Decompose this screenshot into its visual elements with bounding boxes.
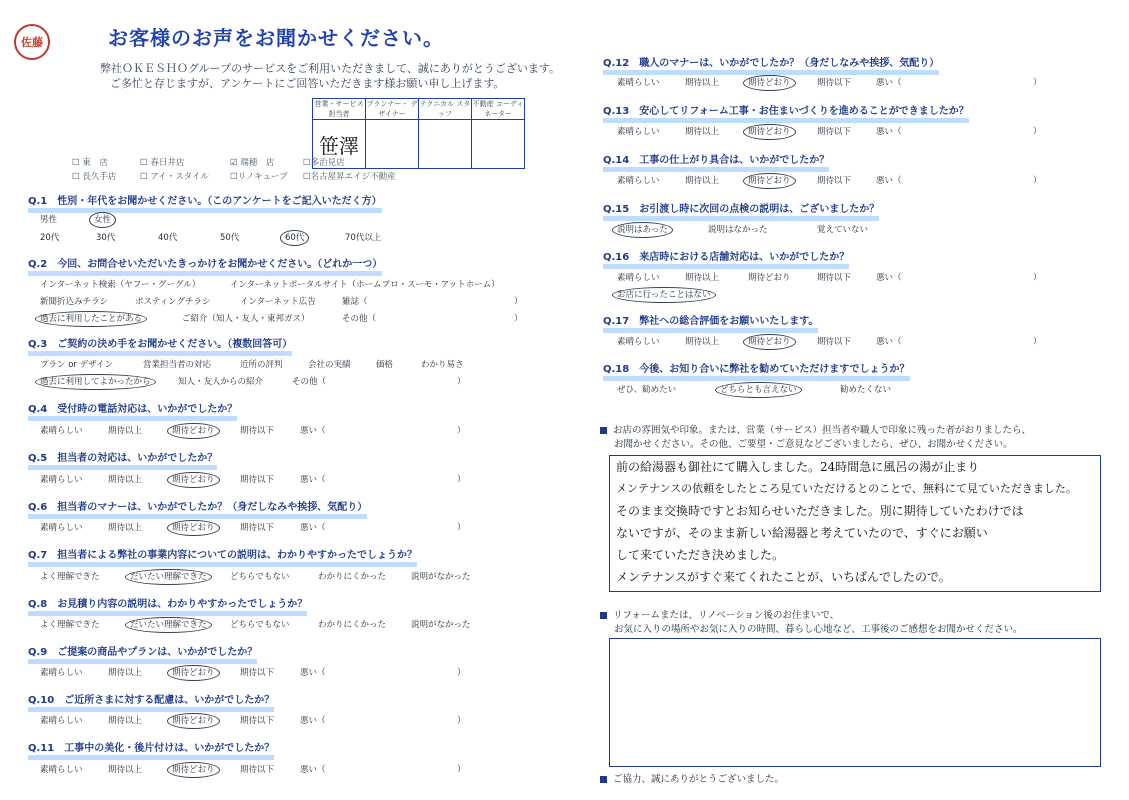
comment2-prompt-1: リフォームまたは、リノベーション後のお住まいで、 bbox=[600, 609, 839, 623]
q11-option-4[interactable]: 期待以下 bbox=[240, 765, 275, 775]
store-checkbox-8[interactable]: ☐名古屋昇エイジ不動産 bbox=[303, 172, 396, 182]
q12-option-3[interactable]: 期待どおり bbox=[748, 76, 791, 88]
comment1-prompt-1: お店の雰囲気や印象。または、営業（サービス）担当者や職人で印象に残った者がおりましたら、 bbox=[600, 424, 1031, 438]
q10-close: ） bbox=[457, 716, 466, 726]
question-18: Q.18 今後、お知り合いに弊社を勧めていただけますでしょうか？ bbox=[603, 364, 910, 381]
q1-option-20s[interactable]: 20代 bbox=[40, 233, 60, 243]
question-15: Q.15 お引渡し時に次回の点検の説明は、ございましたか？ bbox=[603, 204, 879, 221]
q16-close: ） bbox=[1033, 273, 1042, 283]
staff-header-sales: 営業・サービス 担当者 bbox=[314, 100, 364, 118]
q3-option-past-good[interactable]: 過去に利用してよかったから bbox=[40, 375, 151, 387]
staff-value-technical[interactable] bbox=[419, 120, 472, 169]
store-checkbox-1[interactable]: ☐ 東 店 bbox=[72, 158, 108, 168]
intro-line-2: ご多忙と存じますが、アンケートにご回答いただきます様お願い申し上げます。 bbox=[110, 77, 505, 90]
q12-option-1[interactable]: 素晴らしい bbox=[617, 78, 660, 88]
q3-option-reputation[interactable]: 近所の評判 bbox=[240, 360, 283, 370]
q2-option-magazine[interactable]: 雑誌（ bbox=[342, 297, 368, 307]
q1-option-female[interactable]: 女性 bbox=[94, 213, 111, 225]
q4-option-4[interactable]: 期待以下 bbox=[240, 426, 275, 436]
question-11: Q.11 工事中の美化・後片付けは、いかがでしたか？ bbox=[28, 743, 274, 760]
q5-option-5[interactable]: 悪い（ bbox=[300, 475, 326, 485]
store-checkbox-6[interactable]: ☐ アイ・スタイル bbox=[140, 172, 209, 182]
question-17: Q.17 弊社への総合評価をお願いいたします。 bbox=[603, 316, 818, 333]
question-10: Q.10 ご近所さまに対する配慮は、いかがでしたか？ bbox=[28, 695, 274, 712]
q13-option-5[interactable]: 悪い（ bbox=[876, 127, 902, 137]
q6-option-5[interactable]: 悪い（ bbox=[300, 523, 326, 533]
q10-option-2[interactable]: 期待以上 bbox=[108, 716, 143, 726]
question-2: Q.2 今回、お問合せいただいたきっかけをお聞かせください。（どれか一つ） bbox=[28, 259, 382, 276]
q14-option-3[interactable]: 期待どおり bbox=[748, 174, 791, 186]
q11-option-5[interactable]: 悪い（ bbox=[300, 765, 326, 775]
q9-option-1[interactable]: 素晴らしい bbox=[40, 668, 83, 678]
q13-close: ） bbox=[1033, 127, 1042, 137]
q1-option-30s[interactable]: 30代 bbox=[96, 233, 116, 243]
q16-option-3[interactable]: 期待どおり bbox=[748, 273, 791, 283]
handwriting-line-2: メンテナンスの依頼をしたところ見ていただけるとのことで、無料にて見ていただきました。 bbox=[616, 482, 1077, 495]
q6-option-2[interactable]: 期待以上 bbox=[108, 523, 143, 533]
q3-option-price[interactable]: 価格 bbox=[376, 360, 394, 370]
q16-option-1[interactable]: 素晴らしい bbox=[617, 273, 660, 283]
q4-option-1[interactable]: 素晴らしい bbox=[40, 426, 83, 436]
q12-option-2[interactable]: 期待以上 bbox=[685, 78, 720, 88]
q5-option-1[interactable]: 素晴らしい bbox=[40, 475, 83, 485]
q10-option-1[interactable]: 素晴らしい bbox=[40, 716, 83, 726]
q2-option-newspaper[interactable]: 新聞折込みチラシ bbox=[40, 297, 109, 307]
q16-option-4[interactable]: 期待以下 bbox=[817, 273, 852, 283]
q6-close: ） bbox=[457, 523, 466, 533]
square-bullet-icon bbox=[600, 612, 607, 619]
q12-option-5[interactable]: 悪い（ bbox=[876, 78, 902, 88]
q4-option-2[interactable]: 期待以上 bbox=[108, 426, 143, 436]
q9-option-3[interactable]: 期待どおり bbox=[172, 666, 215, 678]
q1-option-40s[interactable]: 40代 bbox=[158, 233, 178, 243]
comment1-box[interactable] bbox=[609, 455, 1101, 592]
q18-option-2[interactable]: どちらとも言えない bbox=[720, 383, 797, 395]
question-14: Q.14 工事の仕上がり具合は、いかがでしたか？ bbox=[603, 155, 829, 172]
q1-option-male[interactable]: 男性 bbox=[40, 215, 58, 225]
q1-option-60s[interactable]: 60代 bbox=[285, 231, 304, 243]
q11-close: ） bbox=[457, 765, 466, 775]
question-16: Q.16 来店時における店舗対応は、いかがでしたか？ bbox=[603, 252, 849, 269]
q8-option-4[interactable]: わかりにくかった bbox=[318, 620, 387, 630]
handwriting-line-5: して来ていただき決めました。 bbox=[616, 548, 785, 562]
q3-option-plan[interactable]: プラン or デザイン bbox=[40, 360, 114, 370]
q15-option-1[interactable]: 説明はあった bbox=[617, 223, 668, 235]
q2-option-search[interactable]: インターネット検索（ヤフー・グーグル） bbox=[40, 280, 201, 290]
q5-option-2[interactable]: 期待以上 bbox=[108, 475, 143, 485]
q5-option-3[interactable]: 期待どおり bbox=[172, 473, 215, 485]
q17-option-5[interactable]: 悪い（ bbox=[876, 337, 902, 347]
q14-option-5[interactable]: 悪い（ bbox=[876, 176, 902, 186]
q8-option-5[interactable]: 説明がなかった bbox=[411, 620, 471, 630]
staff-value-planner[interactable] bbox=[366, 120, 419, 169]
q3-option-other[interactable]: その他（ bbox=[292, 377, 327, 387]
q12-option-4[interactable]: 期待以下 bbox=[817, 78, 852, 88]
q15-option-3[interactable]: 覚えていない bbox=[817, 225, 869, 235]
question-13: Q.13 安心してリフォーム工事・お住まいづくりを進めることができましたか？ bbox=[603, 106, 969, 123]
q9-option-2[interactable]: 期待以上 bbox=[108, 668, 143, 678]
staff-value-sales[interactable]: 笹澤 bbox=[313, 120, 366, 169]
question-3: Q.3 ご契約の決め手をお聞かせください。（複数回答可） bbox=[28, 339, 292, 356]
staff-value-realestate[interactable] bbox=[472, 120, 525, 169]
q3-other-close: ） bbox=[457, 377, 466, 387]
question-6: Q.6 担当者のマナーは、いかがでしたか？（身だしなみや挨拶、気配り） bbox=[28, 502, 367, 519]
q4-close: ） bbox=[457, 426, 466, 436]
q13-option-4[interactable]: 期待以下 bbox=[817, 127, 852, 137]
q2-option-web-ad[interactable]: インターネット広告 bbox=[240, 297, 316, 307]
q10-option-4[interactable]: 期待以下 bbox=[240, 716, 275, 726]
q13-option-1[interactable]: 素晴らしい bbox=[617, 127, 660, 137]
q14-option-4[interactable]: 期待以下 bbox=[817, 176, 852, 186]
store-checkbox-5[interactable]: ☐ 長久手店 bbox=[72, 172, 117, 182]
q4-option-3[interactable]: 期待どおり bbox=[172, 424, 215, 436]
q16-option-5[interactable]: 悪い（ bbox=[876, 273, 902, 283]
q2-other-close: ） bbox=[514, 314, 523, 324]
q2-magazine-close: ） bbox=[514, 297, 523, 307]
question-5: Q.5 担当者の対応は、いかがでしたか？ bbox=[28, 453, 217, 470]
question-12: Q.12 職人のマナーは、いかがでしたか？（身だしなみや挨拶、気配り） bbox=[603, 58, 939, 75]
intro-line-1: 弊社ＯＫＥＳＨＯグループのサービスをご利用いただきまして、誠にありがとうございます。 bbox=[100, 62, 561, 75]
q9-option-5[interactable]: 悪い（ bbox=[300, 668, 326, 678]
q12-close: ） bbox=[1033, 78, 1042, 88]
q11-option-3[interactable]: 期待どおり bbox=[172, 763, 215, 775]
store-checkbox-2[interactable]: ☐ 春日井店 bbox=[140, 158, 185, 168]
store-checkbox-3[interactable]: ☑ 瑞穂 店 bbox=[230, 158, 275, 168]
q8-option-2[interactable]: だいたい理解できた bbox=[130, 618, 207, 630]
q16-option-never-visited[interactable]: お店に行ったことはない bbox=[617, 288, 711, 300]
q6-option-4[interactable]: 期待以下 bbox=[240, 523, 275, 533]
q17-option-4[interactable]: 期待以下 bbox=[817, 337, 852, 347]
handwriting-line-6: メンテナンスがすぐ来てくれたことが、いちばんでしたので。 bbox=[616, 570, 951, 584]
staff-header-planner: プランナー・ デザイナー bbox=[366, 100, 418, 118]
q3-option-sales[interactable]: 営業担当者の対応 bbox=[143, 360, 212, 370]
staff-header-technical: テクニカル スタッフ bbox=[419, 100, 471, 118]
q4-option-5[interactable]: 悪い（ bbox=[300, 426, 326, 436]
q2-option-referral[interactable]: ご紹介（知人・友人・東邦ガス） bbox=[182, 314, 310, 324]
q2-option-portal[interactable]: インターネットポータルサイト（ホームプロ・スーモ・アットホーム） bbox=[230, 280, 500, 290]
q17-option-3[interactable]: 期待どおり bbox=[748, 335, 791, 347]
q2-option-past-use[interactable]: 過去に利用したことがある bbox=[40, 312, 142, 324]
question-9: Q.9 ご提案の商品やプランは、いかがでしたか？ bbox=[28, 647, 257, 664]
q18-option-1[interactable]: ぜひ、勧めたい bbox=[617, 385, 677, 395]
q14-option-2[interactable]: 期待以上 bbox=[685, 176, 720, 186]
q5-option-4[interactable]: 期待以下 bbox=[240, 475, 275, 485]
handwriting-line-4: ないですが、そのまま新しい給湯器と考えていたので、すぐにお願い bbox=[616, 526, 988, 540]
store-checkbox-7[interactable]: ☐リノキューブ bbox=[230, 172, 288, 182]
question-1: Q.1 性別・年代をお聞かせください。（このアンケートをご記入いただく方） bbox=[28, 196, 382, 213]
seal-stamp: 佐藤 bbox=[14, 24, 50, 60]
footer-thanks: ご協力、誠にありがとうございました。 bbox=[600, 773, 784, 787]
handwriting-line-3: そのまま交換時ですとお知らせいただきました。別に期待していたわけでは bbox=[616, 504, 1024, 518]
square-bullet-icon bbox=[600, 776, 607, 783]
q13-option-3[interactable]: 期待どおり bbox=[748, 125, 791, 137]
q7-option-3[interactable]: どちらでもない bbox=[230, 572, 290, 582]
q17-option-2[interactable]: 期待以上 bbox=[685, 337, 720, 347]
question-8: Q.8 お見積り内容の説明は、わかりやすかったでしょうか？ bbox=[28, 599, 307, 616]
q3-option-track-record[interactable]: 会社の実績 bbox=[308, 360, 351, 370]
q16-option-2[interactable]: 期待以上 bbox=[685, 273, 720, 283]
q3-option-clarity[interactable]: わかり易さ bbox=[421, 360, 464, 370]
question-7: Q.7 担当者による弊社の事業内容についての説明は、わかりやすかったでしょうか？ bbox=[28, 550, 417, 567]
q17-close: ） bbox=[1033, 337, 1042, 347]
q2-option-posting[interactable]: ポスティングチラシ bbox=[135, 297, 211, 307]
page-title: お客様のお声をお聞かせください。 bbox=[108, 26, 444, 50]
square-bullet-icon bbox=[600, 427, 607, 434]
comment2-prompt-2: お気に入りの場所やお気に入りの時間、暮らし心地など、工事後のご感想をお聞かせください。 bbox=[614, 624, 1023, 635]
q3-option-friend-referral[interactable]: 知人・友人からの紹介 bbox=[178, 377, 264, 387]
q5-close: ） bbox=[457, 475, 466, 485]
q9-close: ） bbox=[457, 668, 466, 678]
q17-option-1[interactable]: 素晴らしい bbox=[617, 337, 660, 347]
question-4: Q.4 受付時の電話対応は、いかがでしたか？ bbox=[28, 404, 237, 421]
q10-option-3[interactable]: 期待どおり bbox=[172, 714, 215, 726]
q6-option-3[interactable]: 期待どおり bbox=[172, 521, 215, 533]
store-checkbox-4[interactable]: ☐多治見店 bbox=[303, 158, 345, 168]
q6-option-1[interactable]: 素晴らしい bbox=[40, 523, 83, 533]
q9-option-4[interactable]: 期待以下 bbox=[240, 668, 275, 678]
q7-option-5[interactable]: 説明がなかった bbox=[411, 572, 471, 582]
q14-close: ） bbox=[1033, 176, 1042, 186]
q1-option-50s[interactable]: 50代 bbox=[220, 233, 240, 243]
q11-option-1[interactable]: 素晴らしい bbox=[40, 765, 83, 775]
q15-option-2[interactable]: 説明はなかった bbox=[708, 225, 768, 235]
comment2-box[interactable] bbox=[609, 638, 1101, 767]
staff-header-realestate: 不動産 コーディネーター bbox=[472, 100, 524, 118]
handwriting-line-1: 前の給湯器も御社にて購入しました。24時間急に風呂の湯が止まり bbox=[616, 460, 980, 474]
q18-option-3[interactable]: 勧めたくない bbox=[840, 385, 892, 395]
q7-option-1[interactable]: よく理解できた bbox=[40, 572, 100, 582]
q10-option-5[interactable]: 悪い（ bbox=[300, 716, 326, 726]
q14-option-1[interactable]: 素晴らしい bbox=[617, 176, 660, 186]
q1-option-70s[interactable]: 70代以上 bbox=[345, 233, 382, 243]
q13-option-2[interactable]: 期待以上 bbox=[685, 127, 720, 137]
q8-option-1[interactable]: よく理解できた bbox=[40, 620, 100, 630]
q7-option-2[interactable]: だいたい理解できた bbox=[130, 570, 207, 582]
q7-option-4[interactable]: わかりにくかった bbox=[318, 572, 387, 582]
q11-option-2[interactable]: 期待以上 bbox=[108, 765, 143, 775]
comment1-prompt-2: お聞かせください。その他、ご要望・ご意見などございましたら、ぜひ、お聞かせください。 bbox=[614, 439, 1013, 450]
q2-option-other[interactable]: その他（ bbox=[342, 314, 377, 324]
q8-option-3[interactable]: どちらでもない bbox=[230, 620, 290, 630]
